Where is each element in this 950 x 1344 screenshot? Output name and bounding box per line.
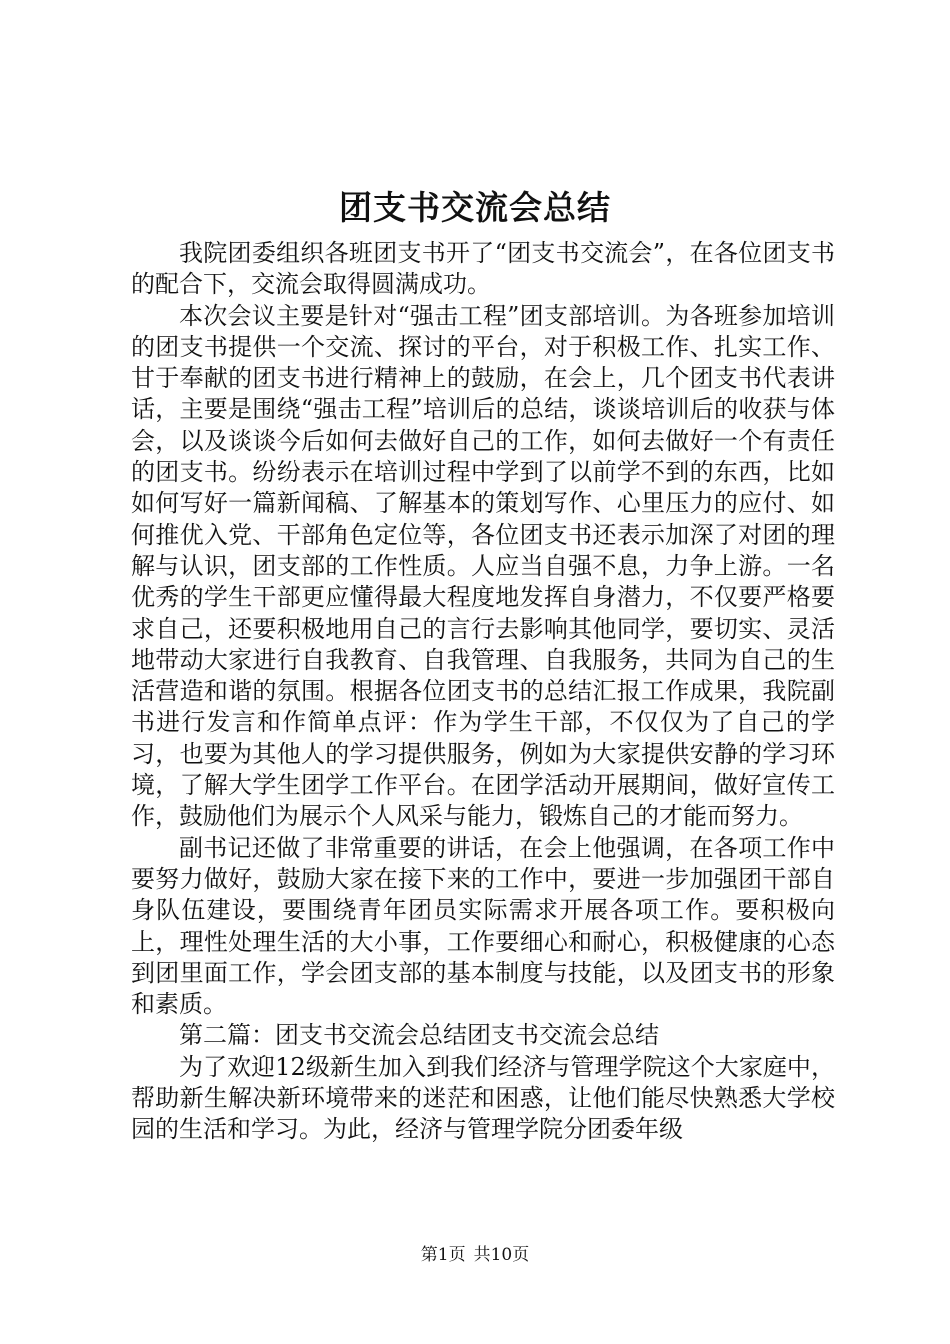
document-body [131,238,835,1146]
paragraph: 本次会议主要是针对“强击工程”团支部培训。为各班参加培训的团支书提供一个交流、探讨的平台，对于积极工作、扎实工作、甘于奉献的团支书进行精神上的鼓励，在会上，几个团支书代表讲话，主要是围绕“强击工程”培训后的总结，谈谈培训后的收获与体会，以及谈谈今后如何去做好自己的工作，如何去做好一个有责任的团支书。纷纷表示在培训过程中学到了以前学不到的东西，比如如何写好一篇新闻稿、了解基本的策划写作、心里压力的应付、如何推优入党、干部角色定位等，各位团支书还表示加深了对团的理解与认识，团支部的工作性质。人应当自强不息，力争上游。一名优秀的学生干部更应懂得最大程度地发挥自身潜力，不仅要严格要求自己，还要积极地用自己的言行去影响其他同学，要切实、灵活地带动大家进行自我教育、自我管理、自我服务，共同为自己的生活营造和谐的氛围。根据各位团支书的总结汇报工作成果，我院副书进行发言和作简单点评：作为学生干部，不仅仅为了自己的学习，也要为其他人的学习提供服务，例如为大家提供安静的学习环境，了解大学生团学工作平台。在团学活动开展期间，做好宣传工作，鼓励他们为展示个人风采与能力，锻炼自己的才能而努力。 [131,301,835,831]
paragraph: 为了欢迎12级新生加入到我们经济与管理学院这个大家庭中，帮助新生解决新环境带来的迷茫和困惑，让他们能尽快熟悉大学校园的生活和学习。为此，经济与管理学院分团委年级 [131,1052,835,1144]
page-footer [0,1244,950,1266]
document-title: 团支书交流会总结 [339,188,611,227]
page-number: 第1页 [420,1245,466,1265]
paragraph: 副书记还做了非常重要的讲话，在会上他强调，在各项工作中要努力做好，鼓励大家在接下来的工作中，要进一步加强团干部自身队伍建设，要围绕青年团员实际需求开展各项工作。要积极向上，理性处理生活的大小事，工作要细心和耐心，积极健康的心态到团里面工作，学会团支部的基本制度与技能，以及团支书的形象和素质。 [131,833,835,1019]
section-heading: 第二篇：团支书交流会总结团支书交流会总结 [179,1021,659,1050]
page-total: 共10页 [473,1245,530,1265]
paragraph: 我院团委组织各班团支书开了“团支书交流会”，在各位团支书的配合下，交流会取得圆满成功。 [131,239,835,299]
